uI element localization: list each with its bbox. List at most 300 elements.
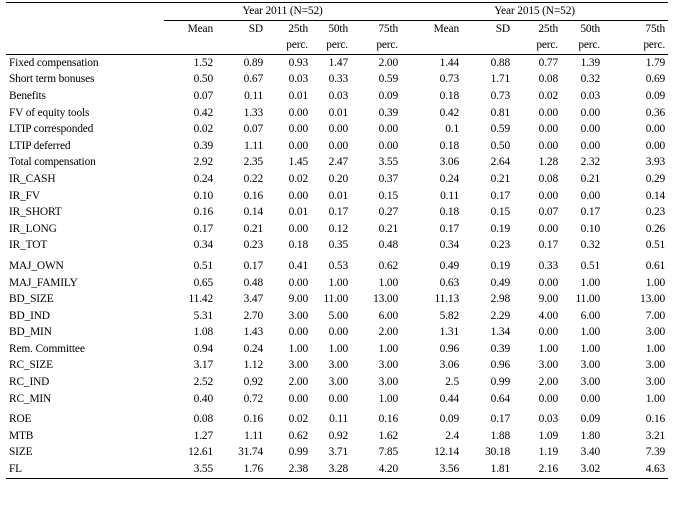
table-cell: 12.61 (188, 446, 213, 459)
table-cell: 0.17 (490, 413, 511, 426)
table-row (6, 105, 668, 122)
table-cell: 12.14 (434, 446, 460, 459)
table-cell: 0.20 (328, 172, 348, 185)
table-cell: 0.00 (328, 326, 348, 339)
table-cell: 0.03 (328, 89, 348, 102)
table-cell: 0.27 (378, 206, 399, 219)
table-cell: 0.62 (288, 429, 308, 442)
table-cell: 2.38 (266, 461, 311, 478)
table-cell: 0.89 (243, 56, 263, 69)
header-spacer (6, 20, 164, 37)
table-cell: 0.50 (490, 139, 511, 152)
table-cell: 0.73 (490, 89, 511, 102)
table-cell: 0.17 (490, 189, 511, 202)
table-cell: 0.96 (490, 359, 511, 372)
table-cell: 3.47 (243, 293, 263, 306)
table-cell: 3.93 (645, 156, 666, 169)
table-cell: 0.00 (580, 189, 601, 202)
table-cell: 2.64 (490, 156, 511, 169)
table-cell: 3.00 (328, 376, 348, 389)
table-cell: 0.07 (193, 89, 213, 102)
table-cell: 3.55 (378, 156, 399, 169)
header-spacer (6, 37, 164, 54)
table-cell: 1.52 (193, 56, 213, 69)
table-cell: 13.00 (640, 293, 666, 306)
table-cell: 0.00 (538, 123, 559, 136)
table-cell: 0.03 (288, 73, 308, 86)
column-header: 75th (645, 22, 666, 35)
table-cell: 0.65 (193, 276, 213, 289)
table-cell: 2.92 (193, 156, 213, 169)
table-cell: 0.01 (288, 206, 308, 219)
table-cell: 0.77 (538, 56, 559, 69)
row-label: RC_IND (9, 376, 50, 389)
table-cell: 0.39 (490, 342, 511, 355)
table-cell: 0.19 (490, 222, 511, 235)
table-cell: 0.15 (490, 206, 511, 219)
table-cell: 9.00 (538, 293, 559, 306)
table-cell: 0.48 (378, 239, 399, 252)
table-cell: 0.18 (439, 139, 460, 152)
table-cell: 0.94 (193, 342, 213, 355)
table-cell: 0.23 (243, 239, 263, 252)
row-label: FV of equity tools (9, 106, 90, 119)
table-cell: 0.09 (580, 413, 601, 426)
table-cell: 0.00 (538, 106, 559, 119)
column-header: 50th (580, 22, 601, 35)
column-header: Mean (187, 22, 213, 35)
table-cell: 1.00 (580, 326, 601, 339)
table-cell: 2.35 (243, 156, 263, 169)
table-cell: 3.21 (645, 429, 666, 442)
table-cell: 2.00 (378, 326, 399, 339)
table-cell: 9.00 (288, 293, 308, 306)
table-cell: 0.41 (288, 259, 308, 272)
table-cell: 1.00 (645, 342, 666, 355)
table-cell: 2.00 (378, 56, 399, 69)
table-cell: 0.17 (538, 239, 559, 252)
table-cell: 0.00 (288, 189, 308, 202)
table-cell: 0.51 (580, 259, 601, 272)
table-row (6, 374, 668, 391)
table-cell: 3.00 (645, 359, 666, 372)
table-cell: 0.17 (580, 206, 601, 219)
table-row (6, 221, 668, 238)
table-cell: 11.00 (575, 293, 601, 306)
table-cell: 0.08 (538, 73, 559, 86)
table-cell: 0.69 (645, 73, 666, 86)
table-cell: 0.21 (580, 172, 601, 185)
column-header-row-2 (6, 37, 668, 54)
table-cell: 0.17 (328, 206, 348, 219)
table-cell: 11.00 (323, 293, 348, 306)
row-label: Total compensation (9, 156, 96, 169)
table-cell: 2.00 (288, 376, 308, 389)
table-cell: 0.51 (645, 239, 666, 252)
table-row (6, 275, 668, 292)
row-label: ROE (9, 413, 32, 426)
table-cell: 3.28 (311, 461, 351, 478)
table-cell: 3.71 (328, 446, 348, 459)
table-cell: 2.00 (538, 376, 559, 389)
row-label: RC_MIN (9, 392, 52, 405)
row-label: IR_CASH (9, 172, 56, 185)
table-cell: 0.09 (378, 89, 399, 102)
table-cell: 0.92 (243, 376, 263, 389)
table-cell: 2.47 (328, 156, 348, 169)
table-cell: 0.67 (243, 73, 263, 86)
table-cell: 3.00 (645, 326, 666, 339)
table-cell: 0.18 (288, 239, 308, 252)
table-cell: 0.16 (378, 413, 399, 426)
table-row (6, 154, 668, 171)
table-cell: 0.03 (538, 413, 559, 426)
table-cell: 0.24 (439, 172, 460, 185)
table-cell: 0.37 (378, 172, 399, 185)
row-label: MAJ_OWN (9, 259, 64, 272)
table-cell: 0.21 (490, 172, 511, 185)
table-cell: 0.00 (288, 276, 308, 289)
table-cell: 2.5 (445, 376, 460, 389)
table-cell: 3.00 (288, 359, 308, 372)
table-cell: 3.00 (645, 376, 666, 389)
table-cell: 0.59 (378, 73, 399, 86)
column-header: SD (495, 22, 511, 35)
table-cell: 1.00 (328, 342, 348, 355)
table-cell: 3.56 (401, 461, 462, 478)
table-row (6, 461, 668, 478)
column-header-sub (462, 37, 513, 54)
group-header-2011: Year 2011 (N=52) (164, 3, 401, 21)
table-cell: 0.00 (645, 139, 666, 152)
row-label: MTB (9, 429, 34, 442)
column-header-sub: perc. (513, 37, 561, 54)
table-cell: 1.00 (378, 392, 399, 405)
row-label: BD_MIN (9, 326, 52, 339)
table-row (6, 171, 668, 188)
table-cell: 2.98 (490, 293, 511, 306)
group-header-row (6, 3, 668, 21)
table-cell: 7.39 (645, 446, 666, 459)
column-header-sub: perc. (561, 37, 603, 54)
table-cell: 2.32 (580, 156, 601, 169)
table-cell: 3.06 (439, 156, 460, 169)
table-cell: 0.16 (193, 206, 213, 219)
table-cell: 0.10 (580, 222, 601, 235)
column-header: Mean (433, 22, 460, 35)
table-row (6, 254, 668, 275)
table-cell: 0.00 (538, 189, 559, 202)
table-cell: 2.52 (193, 376, 213, 389)
table-cell: 0.44 (439, 392, 460, 405)
table-cell: 5.00 (328, 309, 348, 322)
row-label: SIZE (9, 446, 33, 459)
table-cell: 0.16 (645, 413, 666, 426)
table-cell: 2.16 (513, 461, 561, 478)
table-cell: 1.00 (378, 342, 399, 355)
table-cell: 0.00 (538, 276, 559, 289)
table-cell: 2.70 (243, 309, 263, 322)
table-cell: 30.18 (485, 446, 511, 459)
table-body (6, 54, 668, 478)
table-cell: 0.00 (328, 123, 348, 136)
table-cell: 0.33 (328, 73, 348, 86)
table-row (6, 71, 668, 88)
table-cell: 1.80 (580, 429, 601, 442)
table-cell: 1.08 (193, 326, 213, 339)
row-label: BD_SIZE (9, 293, 54, 306)
table-cell: 0.03 (580, 89, 601, 102)
table-cell: 0.88 (490, 56, 511, 69)
table-cell: 0.21 (378, 222, 399, 235)
table-cell: 3.00 (538, 359, 559, 372)
table-cell: 0.49 (439, 259, 460, 272)
table-cell: 0.00 (288, 106, 308, 119)
table-cell: 0.34 (439, 239, 460, 252)
table-cell: 0.23 (645, 206, 666, 219)
table-cell: 0.10 (193, 189, 213, 202)
table-cell: 0.01 (328, 106, 348, 119)
column-header: 75th (378, 22, 399, 35)
table-cell: 1.19 (538, 446, 559, 459)
table-cell: 0.22 (243, 172, 263, 185)
table-cell: 0.18 (439, 206, 460, 219)
table-cell: 0.12 (328, 222, 348, 235)
table-cell: 1.81 (462, 461, 513, 478)
table-cell: 0.02 (288, 172, 308, 185)
table-cell: 1.71 (490, 73, 511, 86)
table-cell: 0.33 (538, 259, 559, 272)
table-cell: 1.33 (243, 106, 263, 119)
table-cell: 0.99 (490, 376, 511, 389)
table-cell: 0.72 (243, 392, 263, 405)
column-header-sub: perc. (311, 37, 351, 54)
table-cell: 1.43 (243, 326, 263, 339)
table-cell: 1.47 (328, 56, 348, 69)
row-label: IR_SHORT (9, 206, 62, 219)
table-row (6, 308, 668, 325)
row-label: MAJ_FAMILY (9, 276, 78, 289)
table-cell: 0.1 (445, 123, 460, 136)
table-cell: 3.00 (580, 376, 601, 389)
table-cell: 1.00 (538, 342, 559, 355)
table-cell: 3.00 (328, 359, 348, 372)
table-cell: 0.00 (538, 139, 559, 152)
row-label: IR_FV (9, 189, 40, 202)
table-cell: 1.45 (288, 156, 308, 169)
table-cell: 6.00 (580, 309, 601, 322)
table-cell: 0.92 (328, 429, 348, 442)
table-cell: 0.00 (538, 326, 559, 339)
table-cell: 0.09 (439, 413, 460, 426)
table-cell: 1.39 (580, 56, 601, 69)
table-cell: 0.01 (328, 189, 348, 202)
table-row (6, 391, 668, 408)
table-cell: 3.06 (439, 359, 460, 372)
column-header-sub (401, 37, 462, 54)
table-cell: 4.00 (538, 309, 559, 322)
table-cell: 0.15 (378, 189, 399, 202)
table-row (6, 407, 668, 428)
table-cell: 1.00 (580, 276, 601, 289)
table-cell: 1.28 (538, 156, 559, 169)
table-cell: 0.93 (288, 56, 308, 69)
table-row (6, 88, 668, 105)
table-cell: 0.11 (329, 413, 348, 426)
table-cell: 0.17 (193, 222, 213, 235)
group-header-2015: Year 2015 (N=52) (401, 3, 668, 21)
table-cell: 0.00 (538, 222, 559, 235)
table-cell: 5.82 (439, 309, 460, 322)
table-cell: 0.00 (378, 123, 399, 136)
table-cell: 3.02 (561, 461, 603, 478)
table-cell: 0.26 (645, 222, 666, 235)
table-cell: 1.00 (645, 392, 666, 405)
table-cell: 1.12 (243, 359, 263, 372)
table-cell: 1.09 (538, 429, 559, 442)
table-cell: 1.00 (288, 342, 308, 355)
table-cell: 1.62 (378, 429, 399, 442)
table-cell: 3.00 (580, 359, 601, 372)
table-cell: 7.85 (378, 446, 399, 459)
table-cell: 0.17 (439, 222, 460, 235)
table-row (6, 324, 668, 341)
table-cell: 1.88 (490, 429, 511, 442)
table-cell: 0.42 (193, 106, 213, 119)
table-cell: 11.42 (188, 293, 213, 306)
table-cell: 3.00 (378, 376, 399, 389)
table-cell: 0.00 (538, 392, 559, 405)
table-row (6, 428, 668, 445)
table-row (6, 54, 668, 71)
table-cell: 0.00 (580, 106, 601, 119)
table-cell: 0.07 (538, 206, 559, 219)
table-cell: 0.16 (243, 413, 263, 426)
table-cell: 1.27 (193, 429, 213, 442)
column-header-sub: perc. (351, 37, 401, 54)
header-spacer (6, 3, 164, 21)
table-cell: 0.00 (580, 123, 601, 136)
table-cell: 0.02 (288, 413, 308, 426)
row-label: RC_SIZE (9, 359, 53, 372)
table-row (6, 357, 668, 374)
table-cell: 0.21 (243, 222, 263, 235)
table-cell: 0.48 (243, 276, 263, 289)
table-cell: 0.00 (328, 139, 348, 152)
table-cell: 0.14 (243, 206, 263, 219)
table-cell: 11.13 (434, 293, 460, 306)
table-cell: 5.31 (193, 309, 213, 322)
table-cell: 0.73 (439, 73, 460, 86)
column-header-sub (164, 37, 216, 54)
table-row (6, 204, 668, 221)
table-cell: 0.02 (193, 123, 213, 136)
table-cell: 0.09 (645, 89, 666, 102)
table-cell: 0.24 (193, 172, 213, 185)
column-header: 25th (288, 22, 308, 35)
table-cell: 0.18 (439, 89, 460, 102)
table-row (6, 121, 668, 138)
row-label: Short term bonuses (9, 73, 95, 86)
table-cell: 0.39 (378, 106, 399, 119)
table-cell: 0.00 (288, 326, 308, 339)
row-label: Fixed compensation (9, 56, 99, 69)
table-cell: 0.36 (645, 106, 666, 119)
table-cell: 0.11 (244, 89, 263, 102)
table-cell: 2.4 (445, 429, 460, 442)
row-label: Benefits (9, 89, 46, 102)
row-label: LTIP deferred (9, 139, 71, 152)
table-cell: 0.08 (193, 413, 213, 426)
table-cell: 0.08 (538, 172, 559, 185)
column-header: 50th (328, 22, 348, 35)
row-label: IR_LONG (9, 222, 57, 235)
column-header-sub: perc. (603, 37, 668, 54)
table-cell: 0.02 (538, 89, 559, 102)
table-cell: 0.01 (288, 89, 308, 102)
table-cell: 0.11 (440, 189, 460, 202)
table-cell: 0.00 (328, 392, 348, 405)
table-cell: 0.96 (439, 342, 460, 355)
table-cell: 3.40 (580, 446, 601, 459)
table-cell: 0.00 (288, 222, 308, 235)
table-cell: 6.00 (378, 309, 399, 322)
table-cell: 3.00 (288, 309, 308, 322)
table-cell: 0.59 (490, 123, 511, 136)
table-cell: 3.17 (193, 359, 213, 372)
column-header: 25th (538, 22, 559, 35)
table-row (6, 138, 668, 155)
table-cell: 13.00 (373, 293, 399, 306)
table-cell: 0.61 (645, 259, 666, 272)
column-header-sub (216, 37, 266, 54)
table-cell: 0.62 (378, 259, 399, 272)
table-cell: 1.34 (490, 326, 511, 339)
descriptive-statistics-table (6, 2, 668, 479)
table-cell: 0.39 (193, 139, 213, 152)
table-cell: 0.23 (490, 239, 511, 252)
table-header (6, 3, 668, 55)
table-cell: 1.11 (244, 139, 263, 152)
table-cell: 0.16 (243, 189, 263, 202)
table-cell: 0.49 (490, 276, 511, 289)
table-cell: 0.00 (645, 123, 666, 136)
table-cell: 0.34 (193, 239, 213, 252)
table-cell: 0.00 (378, 139, 399, 152)
table-cell: 0.40 (193, 392, 213, 405)
table-cell: 0.24 (243, 342, 263, 355)
table-cell: 31.74 (238, 446, 263, 459)
table-cell: 1.31 (439, 326, 460, 339)
table-cell: 0.32 (580, 239, 601, 252)
table-cell: 0.51 (193, 259, 213, 272)
table-cell: 0.00 (288, 392, 308, 405)
table-row (6, 237, 668, 254)
table-cell: 1.00 (328, 276, 348, 289)
table-cell: 3.00 (378, 359, 399, 372)
row-label: FL (6, 461, 164, 478)
row-label: IR_TOT (9, 239, 48, 252)
table-cell: 0.63 (439, 276, 460, 289)
table-cell: 1.00 (580, 342, 601, 355)
table-cell: 0.53 (328, 259, 348, 272)
column-header: SD (248, 22, 263, 35)
table-cell: 0.07 (243, 123, 263, 136)
table-row (6, 291, 668, 308)
table-cell: 7.00 (645, 309, 666, 322)
table-cell: 2.29 (490, 309, 511, 322)
column-header-row (6, 20, 668, 37)
